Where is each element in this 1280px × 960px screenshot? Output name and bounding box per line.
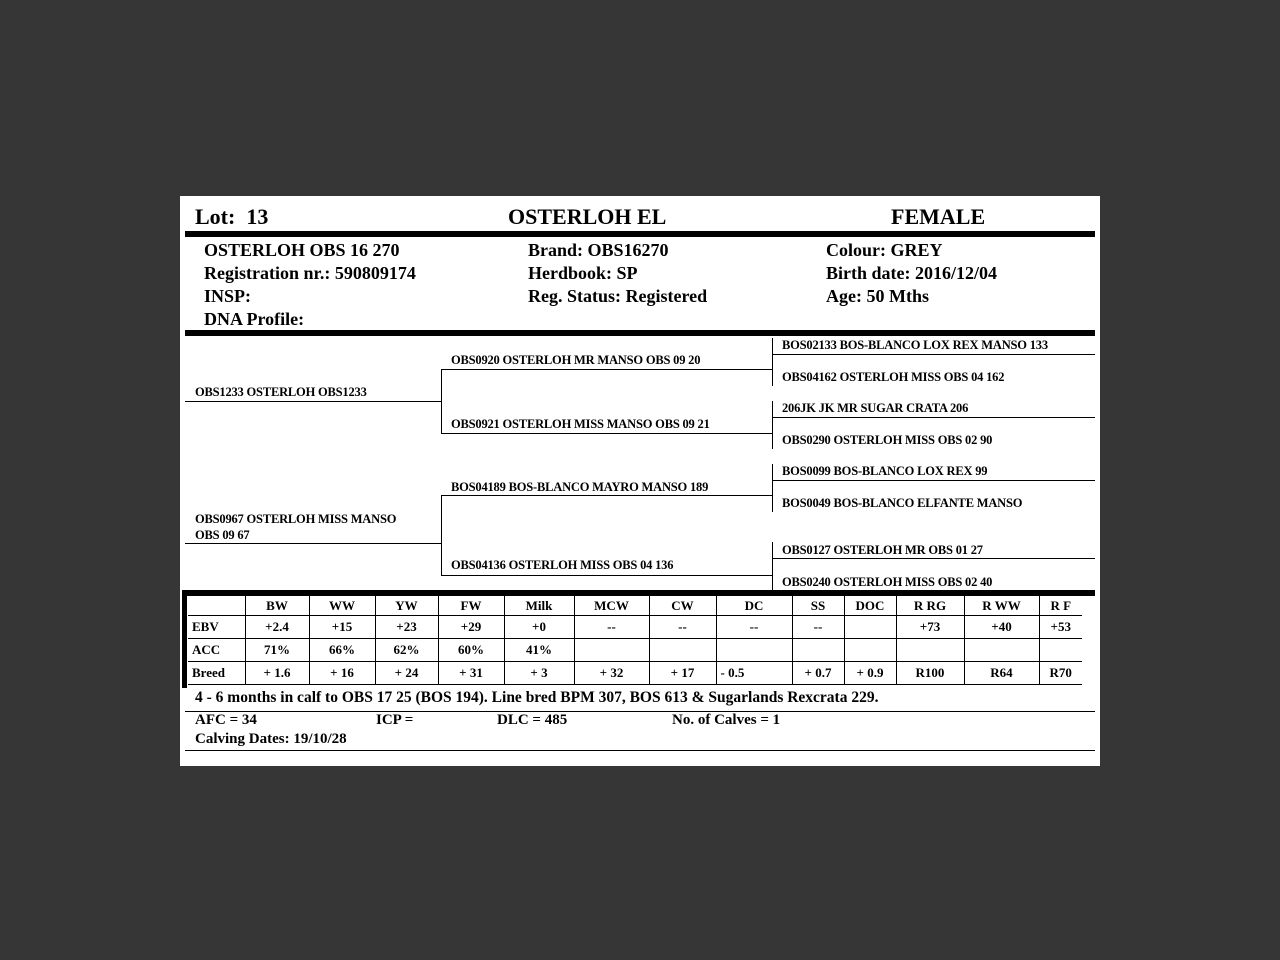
lot-number: 13 — [246, 204, 269, 229]
gg-connector-2 — [772, 401, 773, 449]
ebv-header-row — [188, 596, 1082, 616]
ebv-col-rrg: R RG — [896, 596, 964, 616]
herdbook: Herdbook: SP — [528, 263, 638, 283]
cell: R70 — [1039, 662, 1082, 685]
ggp-6: BOS0049 BOS-BLANCO ELFANTE MANSO — [782, 496, 1023, 510]
cell: + 3 — [504, 662, 574, 685]
sire: OBS1233 OSTERLOH OBS1233 — [195, 385, 367, 399]
brand: Brand: OBS16270 — [528, 240, 669, 260]
dam-sire: BOS04189 BOS-BLANCO MAYRO MANSO 189 — [451, 480, 709, 494]
cell: R100 — [896, 662, 964, 685]
cell: + 32 — [574, 662, 649, 685]
cell — [844, 639, 896, 662]
cell — [716, 639, 792, 662]
ebv-col-mcw: MCW — [574, 596, 649, 616]
info-divider — [185, 330, 1095, 336]
sire-dam-line — [441, 433, 773, 434]
ebv-col-milk: Milk — [504, 596, 574, 616]
cell: + 24 — [375, 662, 438, 685]
cell: + 0.9 — [844, 662, 896, 685]
cell: + 17 — [649, 662, 716, 685]
ggp-7-line — [773, 558, 1095, 559]
cell: -- — [792, 616, 844, 639]
cell: -- — [574, 616, 649, 639]
cell: 71% — [245, 639, 309, 662]
cell: + 16 — [309, 662, 375, 685]
sire-sire: OBS0920 OSTERLOH MR MANSO OBS 09 20 — [451, 353, 701, 367]
gg-connector-1 — [772, 338, 773, 386]
ggp-5-line — [773, 480, 1095, 481]
ebv-col-ss: SS — [792, 596, 844, 616]
cell: + 1.6 — [245, 662, 309, 685]
dna-profile: DNA Profile: — [204, 309, 305, 329]
sire-dam: OBS0921 OSTERLOH MISS MANSO OBS 09 21 — [451, 417, 710, 431]
sire-sire-line — [441, 369, 773, 370]
cell: +40 — [964, 616, 1039, 639]
footer-bottom-line — [185, 750, 1095, 751]
cell: +29 — [438, 616, 504, 639]
ggp-3: 206JK JK MR SUGAR CRATA 206 — [782, 401, 969, 415]
dam-line1: OBS0967 OSTERLOH MISS MANSO — [195, 512, 397, 526]
cell: +53 — [1039, 616, 1082, 639]
ggp-4: OBS0290 OSTERLOH MISS OBS 02 90 — [782, 433, 993, 447]
gg-connector-4 — [772, 542, 773, 590]
dam-dam: OBS04136 OSTERLOH MISS OBS 04 136 — [451, 558, 674, 572]
reg-status: Reg. Status: Registered — [528, 286, 708, 306]
cell — [574, 639, 649, 662]
stud-name: OSTERLOH OBS 16 270 — [204, 240, 400, 260]
dam-line — [185, 543, 441, 544]
ggp-7: OBS0127 OSTERLOH MR OBS 01 27 — [782, 543, 983, 557]
calving-dates: Calving Dates: 19/10/28 — [195, 731, 347, 747]
ebv-col-blank — [188, 596, 245, 616]
breed-row — [188, 662, 1082, 685]
ggp-1: BOS02133 BOS-BLANCO LOX REX MANSO 133 — [782, 338, 1048, 352]
sire-connector — [441, 369, 442, 433]
cell: 60% — [438, 639, 504, 662]
notes: 4 - 6 months in calf to OBS 17 25 (BOS 194). Line bred BPM 307, BOS 613 & Sugarlands Rexcrata 229. — [195, 689, 879, 706]
cell: +73 — [896, 616, 964, 639]
table-left-bar — [182, 590, 187, 688]
cell: - 0.5 — [716, 662, 792, 685]
ebv-col-cw: CW — [649, 596, 716, 616]
cell: 62% — [375, 639, 438, 662]
colour: Colour: GREY — [826, 240, 943, 260]
ebv-col-fw: FW — [438, 596, 504, 616]
ggp-8: OBS0240 OSTERLOH MISS OBS 02 40 — [782, 575, 993, 589]
row-label: Breed — [188, 662, 245, 685]
cell: +23 — [375, 616, 438, 639]
registration-nr: Registration nr.: 590809174 — [204, 263, 416, 283]
animal-name: OSTERLOH EL — [508, 204, 667, 229]
cell: -- — [649, 616, 716, 639]
cell — [649, 639, 716, 662]
ggp-1-line — [773, 354, 1095, 355]
ebv-col-doc: DOC — [844, 596, 896, 616]
ebv-col-yw: YW — [375, 596, 438, 616]
afc: AFC = 34 — [195, 712, 257, 728]
cell — [1039, 639, 1082, 662]
dlc: DLC = 485 — [497, 712, 568, 728]
cell: -- — [716, 616, 792, 639]
ebv-col-ww: WW — [309, 596, 375, 616]
ebv-row — [188, 616, 1082, 639]
ggp-2: OBS04162 OSTERLOH MISS OBS 04 162 — [782, 370, 1005, 384]
age: Age: 50 Mths — [826, 286, 929, 306]
birth-date: Birth date: 2016/12/04 — [826, 263, 997, 283]
ggp-3-line — [773, 417, 1095, 418]
gg-connector-3 — [772, 464, 773, 512]
cell: + 0.7 — [792, 662, 844, 685]
icp: ICP = — [376, 712, 414, 728]
ebv-col-bw: BW — [245, 596, 309, 616]
info-col-details — [826, 239, 997, 308]
header-divider — [185, 231, 1095, 237]
cell — [792, 639, 844, 662]
ggp-5: BOS0099 BOS-BLANCO LOX REX 99 — [782, 464, 988, 478]
cell: +15 — [309, 616, 375, 639]
dam-sire-line — [441, 495, 773, 496]
cell: R64 — [964, 662, 1039, 685]
ebv-col-rf: R F — [1039, 596, 1082, 616]
info-col-identity — [204, 239, 416, 331]
cell — [964, 639, 1039, 662]
cell: 66% — [309, 639, 375, 662]
acc-row — [188, 639, 1082, 662]
insp: INSP: — [204, 286, 252, 306]
sex-label: FEMALE — [891, 204, 986, 229]
cell: 41% — [504, 639, 574, 662]
lot-card — [180, 196, 1100, 766]
ebv-col-dc: DC — [716, 596, 792, 616]
dam — [195, 511, 396, 543]
dam-dam-line — [441, 575, 773, 576]
ebv-table — [188, 596, 1082, 685]
cell: +0 — [504, 616, 574, 639]
dam-line2: OBS 09 67 — [195, 528, 250, 542]
row-label: EBV — [188, 616, 245, 639]
cell — [896, 639, 964, 662]
lot-label: Lot: 13 — [195, 204, 269, 229]
notes-divider — [185, 711, 1095, 712]
cell — [844, 616, 896, 639]
dam-connector — [441, 495, 442, 575]
sire-line — [185, 401, 441, 402]
no-of-calves: No. of Calves = 1 — [672, 712, 781, 728]
info-col-registration — [528, 239, 707, 308]
cell: +2.4 — [245, 616, 309, 639]
ebv-col-rww: R WW — [964, 596, 1039, 616]
cell: + 31 — [438, 662, 504, 685]
row-label: ACC — [188, 639, 245, 662]
